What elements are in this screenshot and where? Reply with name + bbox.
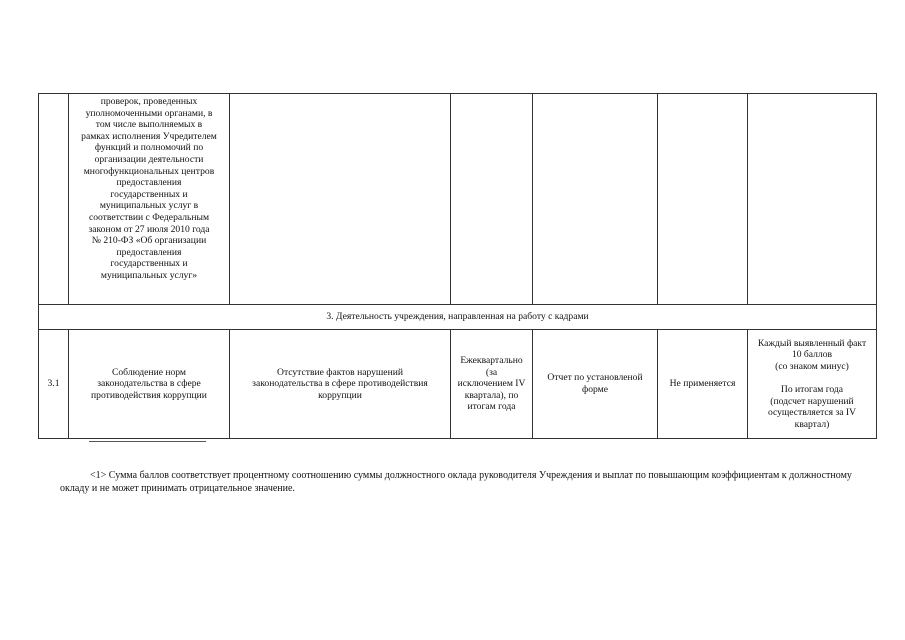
cell-indicator-continuation: проверок, проведенных уполномоченными органами, в том числе выполняемых в рамках исполнения Учредителем функций и полномочий по организации деятельности многофункциональных центров предоставления государственных и муниципальных услуг в соответствии с Федеральным законом от 27 июля 2010 года № 210-ФЗ «Об организации предоставления государственных и муниципальных услуг» bbox=[69, 94, 230, 305]
criteria-table bbox=[38, 93, 877, 439]
cell-criterion-empty bbox=[230, 94, 451, 305]
cell-reporting-empty bbox=[533, 94, 658, 305]
footnote: <1> Сумма баллов соответствует процентному соотношению суммы должностного оклада руководителя Учреждения и выплат по повышающим коэффициентам к должностному окладу и не может принимать отрицательное значение. bbox=[60, 470, 852, 494]
cell-weight-empty bbox=[658, 94, 748, 305]
cell-periodicity: Ежеквартально (за исключением IV квартала), по итогам года bbox=[451, 330, 533, 439]
cell-score: Каждый выявленный факт 10 баллов (со знаком минус) По итогам года (подсчет нарушений осуществляется за IV квартал) bbox=[748, 330, 877, 439]
table-row-item bbox=[39, 330, 877, 439]
cell-weight: Не применяется bbox=[658, 330, 748, 439]
cell-reporting-form: Отчет по установленой форме bbox=[533, 330, 658, 439]
table-row-section bbox=[39, 305, 877, 330]
table-row-continuation bbox=[39, 94, 877, 305]
cell-indicator: Соблюдение норм законодательства в сфере противодействия коррупции bbox=[69, 330, 230, 439]
footnote-separator bbox=[89, 441, 206, 442]
cell-item-number: 3.1 bbox=[39, 330, 69, 439]
cell-criterion: Отсутствие фактов нарушений законодательства в сфере противодействия коррупции bbox=[230, 330, 451, 439]
section-title: 3. Деятельность учреждения, направленная на работу с кадрами bbox=[39, 305, 877, 330]
cell-number-empty bbox=[39, 94, 69, 305]
cell-score-empty bbox=[748, 94, 877, 305]
cell-periodicity-empty bbox=[451, 94, 533, 305]
